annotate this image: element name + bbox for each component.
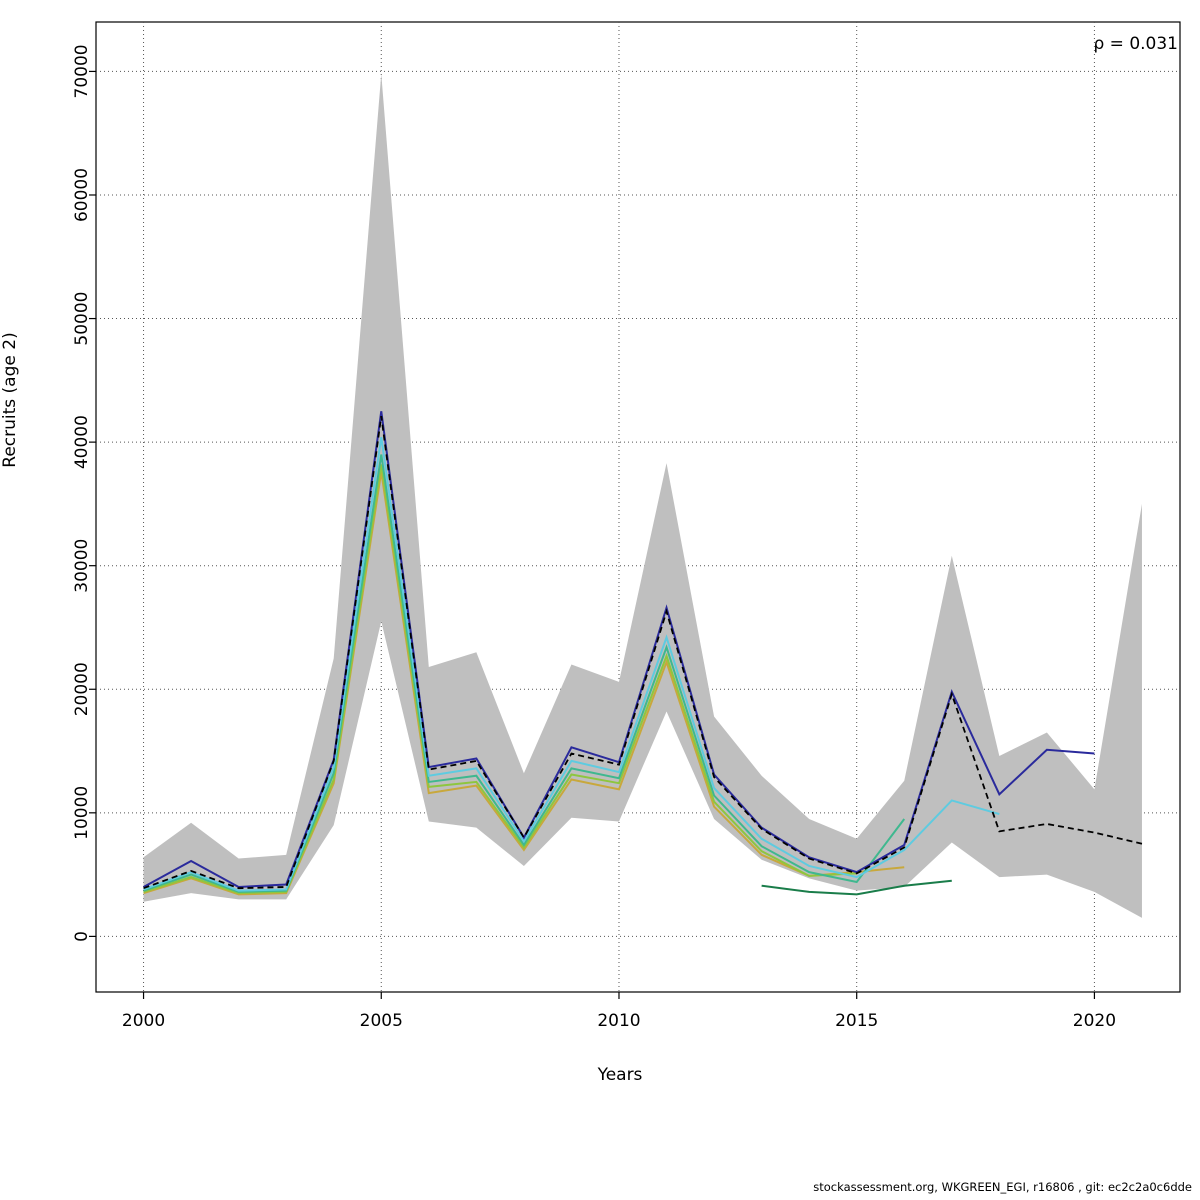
y-tick-label: 30000 (72, 538, 92, 593)
y-tick-label: 20000 (72, 662, 92, 717)
y-tick-label: 70000 (72, 44, 92, 99)
x-axis-label-text: Years (597, 1065, 643, 1085)
y-tick-label: 50000 (72, 291, 92, 346)
x-tick-label: 2015 (835, 1011, 879, 1031)
footer-credit: stockassessment.org, WKGREEN_EGI, r16806 , git: ec2c2a0c6dde (813, 1180, 1192, 1194)
x-axis-label (0, 1065, 1200, 1085)
x-tick-label: 2010 (597, 1011, 641, 1031)
y-axis-label-text: Recruits (age 2) (0, 332, 20, 468)
y-tick-label: 10000 (72, 785, 92, 840)
rho-annotation: ρ = 0.031 (1093, 34, 1178, 54)
x-tick-label: 2020 (1072, 1011, 1117, 1031)
y-tick-label: 40000 (72, 415, 92, 470)
x-tick-label: 2000 (121, 1011, 166, 1031)
y-tick-label: 60000 (72, 167, 92, 223)
x-tick-label: 2005 (359, 1011, 403, 1031)
y-tick-label: 0 (72, 930, 92, 942)
